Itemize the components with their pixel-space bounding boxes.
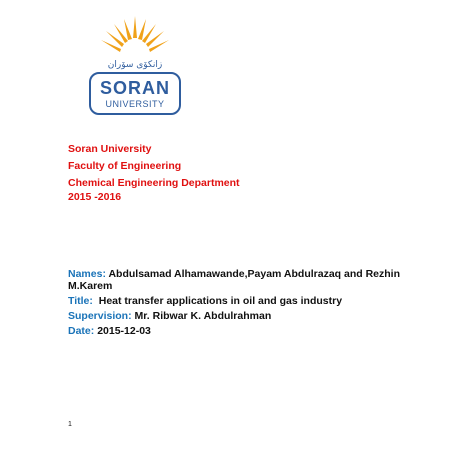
names-row xyxy=(68,268,430,292)
university-name: Soran University xyxy=(68,143,152,155)
logo-sun-rays xyxy=(101,16,169,52)
title-row xyxy=(68,295,430,307)
soran-university-logo xyxy=(86,14,184,116)
title-value: Heat transfer applications in oil and gas industry xyxy=(98,295,343,307)
names-label: Names: xyxy=(68,268,106,280)
supervision-row xyxy=(68,310,430,322)
logo-arabic-text: زانكۆی سۆران xyxy=(107,60,163,70)
logo-soran-text: SORAN xyxy=(99,78,171,98)
date-row xyxy=(68,325,430,337)
institution-block xyxy=(68,141,240,206)
logo-graphic xyxy=(86,14,184,116)
supervision-value: Mr. Ribwar K. Abdulrahman xyxy=(134,310,272,322)
supervision-label: Supervision: xyxy=(68,310,132,322)
title-label: Title: xyxy=(68,295,93,307)
date-label: Date: xyxy=(68,325,95,337)
details-block xyxy=(68,268,430,337)
academic-year: 2015 -2016 xyxy=(68,191,122,203)
date-value: 2015-12-03 xyxy=(97,325,151,337)
page-number: 1 xyxy=(68,421,72,428)
names-value: Abdulsamad Alhamawande,Payam Abdulrazaq and Rezhin M.Karem xyxy=(68,268,401,292)
logo-university-text: UNIVERSITY xyxy=(105,99,165,109)
faculty-name: Faculty of Engineering xyxy=(68,160,182,172)
department-name: Chemical Engineering Department xyxy=(68,177,240,189)
